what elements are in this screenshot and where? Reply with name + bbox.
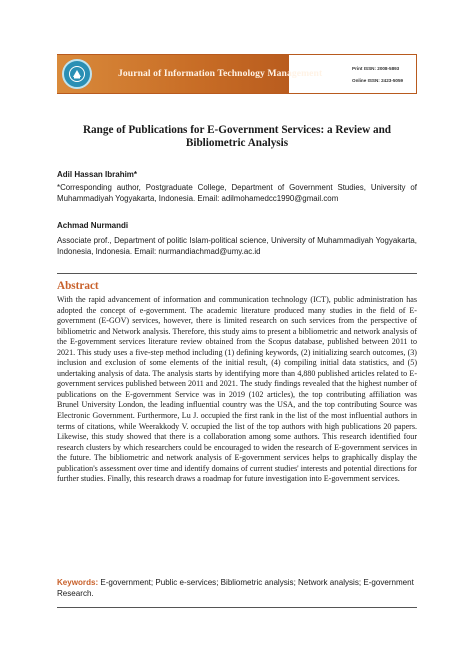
article-title-line-2: Bibliometric Analysis [185, 137, 289, 149]
article-title [40, 124, 434, 150]
keywords-label: Keywords: [57, 578, 101, 587]
keywords [57, 577, 417, 599]
journal-name: Journal of Information Technology Management [118, 68, 323, 79]
university-seal-icon [58, 56, 96, 92]
author-affiliation-2: Associate prof., Department of politic Islam-political science, University of Muhammadiyah Yogyakarta, Indonesia, Indonesia. Email: nurmandiachmad@umy.ac.id [57, 236, 417, 256]
author-name-1: Adil Hassan Ibrahim* [57, 170, 138, 179]
article-title-line-1: Range of Publications for E-Government Services: a Review and [82, 124, 392, 136]
author-name-2: Achmad Nurmandi [57, 221, 129, 230]
keywords-text: E-government; Public e-services; Bibliometric analysis; Network analysis; E-government Research. [57, 578, 414, 598]
issn-print: Print ISSN: 2008-5893 [352, 66, 400, 71]
bottom-divider [57, 607, 417, 608]
author-affiliation-1: *Corresponding author, Postgraduate College, Department of Government Studies, University of Muhammadiyah Yogyakarta, Indonesia. Email: adilmohamedcc1990@gmail.com [57, 183, 417, 203]
issn-online: Online ISSN: 2423-5059 [352, 78, 404, 83]
abstract-heading: Abstract [57, 280, 99, 292]
abstract-body: With the rapid advancement of information and communication technology (ICT), public administration has adopted the concept of e-government. The academic literature produced many studies in the field of E-government (E-GOV) services, however, there is limited research on such services from the perspective of bibliometric and Network analysis. Therefore, this study aims to present a bibliometric and network analysis of the E-government services literature review obtained from the Scopus database, published between 2011 to 2021. This study uses a five-step method including (1) defining keywords, (2) initializing search outcomes, (3) inclusion and exclusion of some elements of the initial result, (4) compiling initial data statistics, and (5) undertaking analysis of data. The analysis starts by identifying more than 4,880 published articles related to E-government services published between 2011 and 2021. The study findings revealed that the highest number of publications on the E-government Service was in 2019 (102 articles), the top contributing affiliation was Brunel University London, the leading influential country was the USA, and the top contributing Source was Electronic Government. Furthermore, Lu J. occupied the first rank in the list of the most influential authors in terms of citations, while Weerakkody V. occupied the list of the top authors with high publications 20 papers. Likewise, this study showed that there is a collaboration among some authors. This research identified four research clusters by which researchers could be encouraged to widen the research of E-government services in the future. The bibliometric and network analysis of E-government services helps to graphically display the publication's assessment over time and identify domains of current studies' interests and potential directions for further studies. Finally, this research draws a roadmap for future investigation into E-government services. [57, 295, 417, 484]
section-divider [57, 273, 417, 274]
